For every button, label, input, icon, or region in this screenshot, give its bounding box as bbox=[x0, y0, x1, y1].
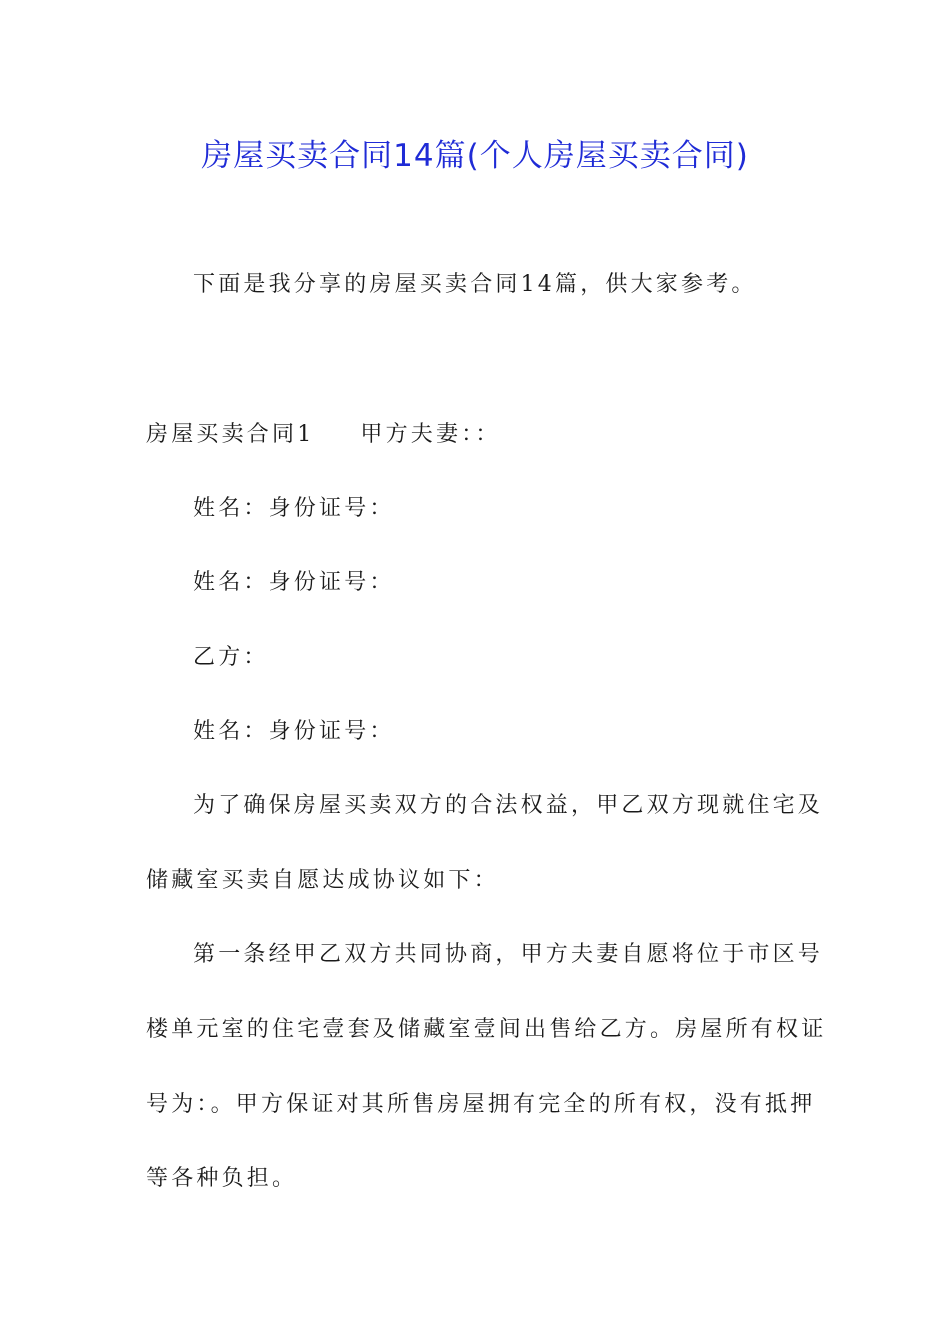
intro-text: 下面是我分享的房屋买卖合同14篇，供大家参考。 bbox=[193, 272, 757, 297]
paragraph-2-line-1: 第一条经甲乙双方共同协商，甲方夫妻自愿将位于市区号 bbox=[193, 942, 824, 967]
paragraph-2-line-2: 楼单元室的住宅壹套及储藏室壹间出售给乙方。房屋所有权证 bbox=[146, 1017, 827, 1042]
document-title: 房屋买卖合同14篇(个人房屋买卖合同) bbox=[201, 138, 749, 174]
party-a-person2: 姓名：身份证号： bbox=[193, 570, 395, 595]
paragraph-1-line-1: 为了确保房屋买卖双方的合法权益，甲乙双方现就住宅及 bbox=[193, 793, 824, 818]
section-heading: 房屋买卖合同1 bbox=[146, 422, 315, 447]
party-a-label: 甲方夫妻：： bbox=[360, 422, 501, 447]
party-b-label: 乙方： bbox=[193, 645, 269, 670]
section-heading-row bbox=[146, 420, 501, 450]
paragraph-1-line-2: 储藏室买卖自愿达成协议如下： bbox=[146, 868, 499, 893]
party-b-person: 姓名：身份证号： bbox=[193, 719, 395, 744]
paragraph-2-line-3: 号为：。甲方保证对其所售房屋拥有完全的所有权，没有抵押 bbox=[146, 1092, 816, 1117]
paragraph-2-line-4: 等各种负担。 bbox=[146, 1166, 298, 1191]
party-a-person1: 姓名：身份证号： bbox=[193, 496, 395, 521]
